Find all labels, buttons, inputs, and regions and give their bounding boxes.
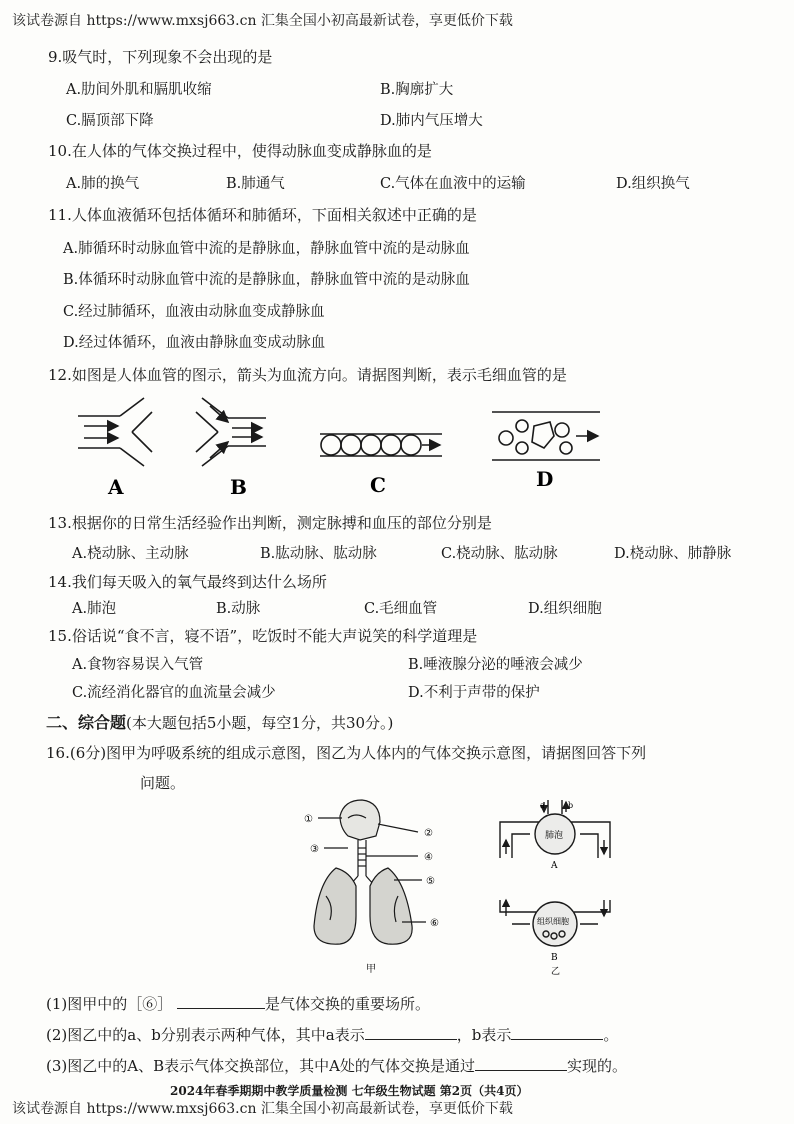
q9-option-a: A.肋间外肌和膈肌收缩 xyxy=(66,82,212,98)
gas-b-label: b xyxy=(568,801,574,810)
resp-marker-4: ④ xyxy=(424,852,433,863)
q13-stem: 13.根据你的日常生活经验作出判断，测定脉搏和血压的部位分别是 xyxy=(48,514,492,532)
page-footer: 2024年春季期期中教学质量检测 七年级生物试题 第2页（共4页） xyxy=(170,1084,529,1098)
q15-option-a: A.食物容易误入气管 xyxy=(72,657,204,673)
q13-option-d: D.桡动脉、肺静脉 xyxy=(614,546,732,562)
q16-sub3-pre: (3)图乙中的A、B表示气体交换部位，其中A处的气体交换是通过 xyxy=(46,1057,475,1075)
q11-option-d: D.经过体循环，血液由静脉血变成动脉血 xyxy=(63,335,326,351)
q16-stem-line1: 16.(6分)图甲为呼吸系统的组成示意图，图乙为人体内的气体交换示意图，请据图回答下列 xyxy=(46,744,647,762)
q10-option-a: A.肺的换气 xyxy=(66,176,140,192)
q10-option-b: B.肺通气 xyxy=(226,176,285,192)
watermark-footer: 该试卷源自 https://www.mxsj663.cn 汇集全国小初高最新试卷，享更低价下载 xyxy=(12,1101,513,1117)
q16-sub2-blank-a[interactable] xyxy=(365,1025,457,1040)
gas-a-label: a xyxy=(540,801,545,810)
q16-sub2-end: 。 xyxy=(603,1026,619,1044)
q16-sub3-post: 实现的。 xyxy=(566,1057,627,1075)
resp-marker-5: ⑤ xyxy=(426,876,435,887)
figure-jia-caption: 甲 xyxy=(366,964,376,975)
vessel-b-label: B xyxy=(230,475,247,499)
q16-sub3 xyxy=(46,1055,627,1076)
q16-sub2-blank-b[interactable] xyxy=(511,1025,603,1040)
q13-option-a: A.桡动脉、主动脉 xyxy=(72,546,189,562)
section-2-title: 二、综合题 xyxy=(46,713,127,732)
q10-stem: 10.在人体的气体交换过程中，使得动脉血变成静脉血的是 xyxy=(48,142,432,160)
q15-stem: 15.俗话说“食不言，寝不语”，吃饭时不能大声说笑的科学道理是 xyxy=(48,627,478,645)
resp-marker-2: ② xyxy=(424,828,433,839)
q10-option-c: C.气体在血液中的运输 xyxy=(380,176,526,192)
vessel-c-figure xyxy=(320,434,442,456)
q16-sub2-pre: (2)图乙中的a、b分别表示两种气体，其中a表示 xyxy=(46,1026,365,1044)
q14-option-d: D.组织细胞 xyxy=(528,601,602,617)
q9-option-d: D.肺内气压增大 xyxy=(380,113,483,129)
vessel-b-figure xyxy=(196,398,266,466)
vessel-d-label: D xyxy=(536,467,554,491)
q9-option-b: B.胸廓扩大 xyxy=(380,82,454,98)
site-a-label: A xyxy=(551,861,558,871)
resp-marker-3: ③ xyxy=(310,844,319,855)
q9-stem: 9.吸气时，下列现象不会出现的是 xyxy=(48,48,273,66)
q16-sub3-blank[interactable] xyxy=(475,1056,567,1071)
resp-marker-6: ⑥ xyxy=(430,918,439,929)
respiratory-system-figure xyxy=(300,796,450,978)
q16-sub2 xyxy=(46,1024,618,1045)
tissue-cell-label: 组织细胞 xyxy=(537,917,569,926)
section-2-heading xyxy=(46,710,393,733)
q14-option-a: A.肺泡 xyxy=(72,601,117,617)
q16-sub1 xyxy=(46,993,430,1014)
q10-option-d: D.组织换气 xyxy=(616,176,690,192)
q16-stem-line2: 问题。 xyxy=(140,774,186,792)
figure-yi-caption: 乙 xyxy=(551,967,561,977)
q13-option-c: C.桡动脉、肱动脉 xyxy=(441,546,558,562)
vessel-c-label: C xyxy=(370,473,386,497)
q11-stem: 11.人体血液循环包括体循环和肺循环，下面相关叙述中正确的是 xyxy=(48,206,477,224)
q16-sub1-blank[interactable] xyxy=(177,994,265,1009)
q11-option-b: B.体循环时动脉血管中流的是静脉血，静脉血管中流的是动脉血 xyxy=(63,272,470,288)
watermark-header: 该试卷源自 https://www.mxsj663.cn 汇集全国小初高最新试卷，享更低价下载 xyxy=(12,13,513,29)
q15-option-b: B.唾液腺分泌的唾液会减少 xyxy=(408,657,583,673)
q15-option-d: D.不利于声带的保护 xyxy=(408,685,540,701)
q11-option-c: C.经过肺循环，血液由动脉血变成静脉血 xyxy=(63,304,325,320)
alveolus-label: 肺泡 xyxy=(545,831,564,841)
q13-option-b: B.肱动脉、肱动脉 xyxy=(260,546,377,562)
q14-option-c: C.毛细血管 xyxy=(364,601,438,617)
vessel-a-label: A xyxy=(108,475,124,499)
section-2-desc: (本大题包括5小题，每空1分，共30分。) xyxy=(126,714,394,732)
q14-stem: 14.我们每天吸入的氧气最终到达什么场所 xyxy=(48,573,327,591)
q14-option-b: B.动脉 xyxy=(216,601,261,617)
gas-exchange-figure xyxy=(490,800,620,980)
q16-sub1-pre: (1)图甲中的［⑥］ xyxy=(46,995,173,1013)
q9-option-c: C.膈顶部下降 xyxy=(66,113,154,129)
vessel-d-figure xyxy=(492,412,600,460)
q12-stem: 12.如图是人体血管的图示，箭头为血流方向。请据图判断，表示毛细血管的是 xyxy=(48,366,567,384)
blood-vessel-figures xyxy=(60,390,620,502)
resp-marker-1: ① xyxy=(304,814,313,825)
q11-option-a: A.肺循环时动脉血管中流的是静脉血，静脉血管中流的是动脉血 xyxy=(63,241,470,257)
vessel-a-figure xyxy=(78,398,152,466)
site-b-label: B xyxy=(551,953,558,963)
q16-sub1-post: 是气体交换的重要场所。 xyxy=(265,995,431,1013)
q15-option-c: C.流经消化器官的血流量会减少 xyxy=(72,685,276,701)
q16-sub2-mid: ，b表示 xyxy=(456,1026,512,1044)
